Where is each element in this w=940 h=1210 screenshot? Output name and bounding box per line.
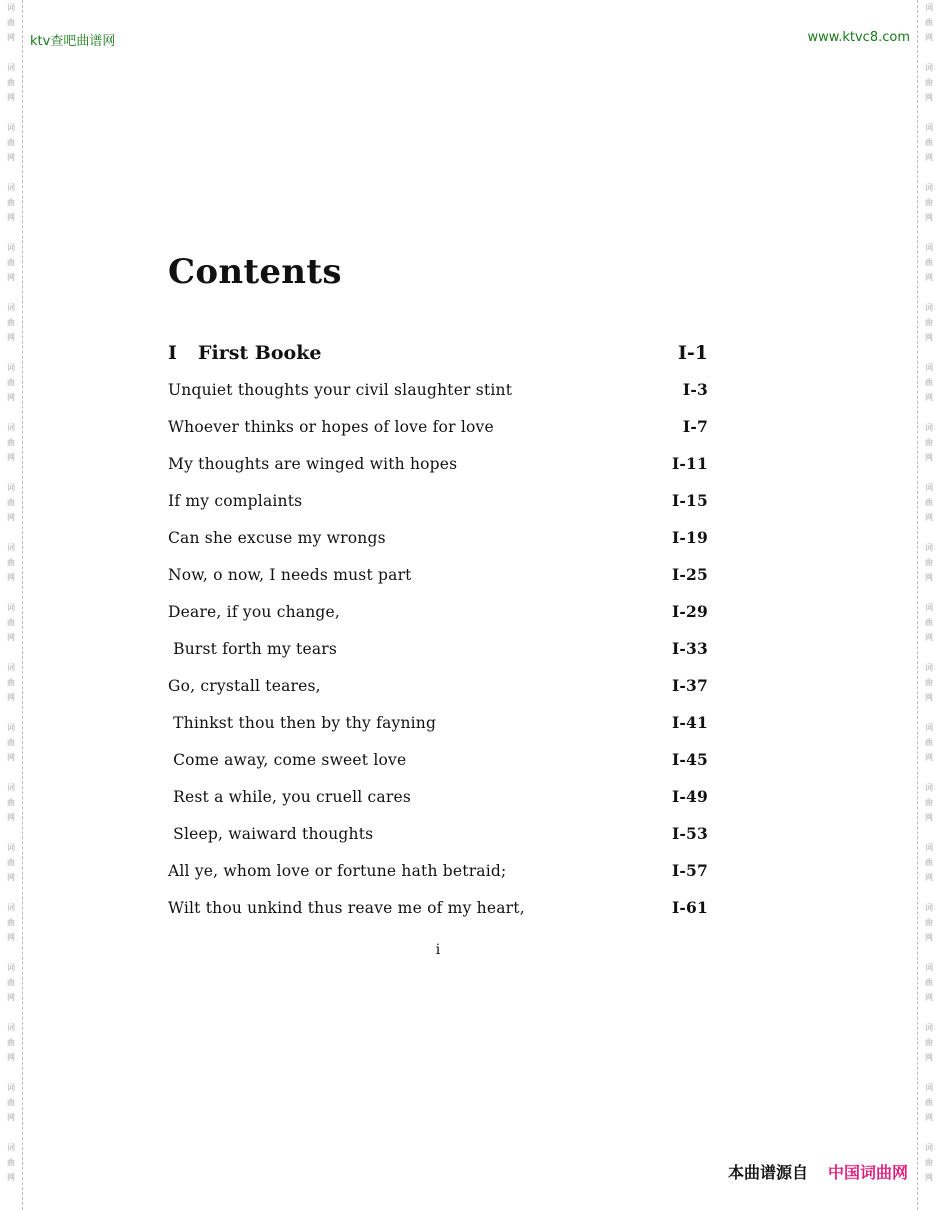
toc-entry-page: I-19 bbox=[671, 528, 708, 547]
toc-entry[interactable] bbox=[168, 639, 708, 676]
watermark-glyph: 词 bbox=[925, 483, 933, 492]
watermark-glyph-group bbox=[7, 960, 15, 1005]
watermark-glyph: 网 bbox=[7, 633, 15, 642]
watermark-glyph: 网 bbox=[7, 213, 15, 222]
watermark-glyph-group bbox=[7, 300, 15, 345]
watermark-glyph: 词 bbox=[925, 723, 933, 732]
watermark-glyph: 词 bbox=[925, 1083, 933, 1092]
watermark-glyph-group bbox=[925, 840, 933, 885]
header-site-url: www.ktvc8.com bbox=[807, 30, 910, 45]
toc-entry[interactable] bbox=[168, 380, 708, 417]
watermark-glyph: 曲 bbox=[7, 1158, 15, 1167]
watermark-glyph: 曲 bbox=[925, 138, 933, 147]
watermark-glyph-group bbox=[925, 0, 933, 45]
watermark-glyph: 曲 bbox=[7, 138, 15, 147]
watermark-glyph: 词 bbox=[925, 363, 933, 372]
watermark-glyph-group bbox=[925, 420, 933, 465]
toc-entry-title: Wilt thou unkind thus reave me of my heart, bbox=[168, 899, 525, 917]
toc-entry-title: Come away, come sweet love bbox=[168, 751, 407, 769]
watermark-glyph: 网 bbox=[7, 873, 15, 882]
watermark-glyph: 网 bbox=[7, 1113, 15, 1122]
watermark-glyph: 网 bbox=[7, 153, 15, 162]
page-number: i bbox=[435, 942, 441, 958]
watermark-glyph: 网 bbox=[925, 153, 933, 162]
watermark-glyph-group bbox=[7, 0, 15, 45]
watermark-glyph-group bbox=[925, 480, 933, 525]
part-page: I-1 bbox=[678, 342, 708, 364]
toc-entry[interactable] bbox=[168, 602, 708, 639]
watermark-glyph: 词 bbox=[925, 303, 933, 312]
watermark-glyph: 词 bbox=[7, 63, 15, 72]
watermark-glyph: 词 bbox=[925, 543, 933, 552]
watermark-glyph: 词 bbox=[925, 963, 933, 972]
watermark-glyph: 网 bbox=[7, 93, 15, 102]
footer-source bbox=[728, 1160, 908, 1183]
toc-entry[interactable] bbox=[168, 528, 708, 565]
toc-entry-page: I-37 bbox=[671, 676, 708, 695]
watermark-glyph: 网 bbox=[7, 1173, 15, 1182]
watermark-glyph: 词 bbox=[925, 1023, 933, 1032]
watermark-glyph-group bbox=[7, 1080, 15, 1125]
watermark-glyph: 网 bbox=[925, 273, 933, 282]
watermark-glyph-group bbox=[925, 240, 933, 285]
footer-source-site: 中国词曲网 bbox=[827, 1163, 908, 1182]
watermark-glyph: 词 bbox=[7, 723, 15, 732]
watermark-glyph: 网 bbox=[7, 1053, 15, 1062]
watermark-glyph: 词 bbox=[925, 3, 933, 12]
toc-entry[interactable] bbox=[168, 713, 708, 750]
toc-entry-page: I-57 bbox=[671, 861, 708, 880]
part-number: I bbox=[168, 342, 177, 364]
watermark-glyph: 网 bbox=[925, 333, 933, 342]
toc-entry[interactable] bbox=[168, 454, 708, 491]
watermark-glyph: 网 bbox=[7, 33, 15, 42]
watermark-glyph: 词 bbox=[925, 423, 933, 432]
watermark-glyph: 曲 bbox=[7, 978, 15, 987]
watermark-glyph: 曲 bbox=[925, 258, 933, 267]
watermark-glyph: 词 bbox=[7, 123, 15, 132]
watermark-glyph-group bbox=[7, 720, 15, 765]
watermark-glyph-group bbox=[7, 540, 15, 585]
watermark-glyph-group bbox=[7, 420, 15, 465]
watermark-glyph: 网 bbox=[925, 93, 933, 102]
toc-entry-page: I-3 bbox=[682, 380, 708, 399]
watermark-glyph: 词 bbox=[7, 1023, 15, 1032]
toc-entry-title: Unquiet thoughts your civil slaughter stint bbox=[168, 381, 513, 399]
watermark-glyph: 词 bbox=[925, 123, 933, 132]
watermark-glyph: 曲 bbox=[7, 78, 15, 87]
watermark-glyph: 曲 bbox=[7, 618, 15, 627]
watermark-glyph: 曲 bbox=[925, 558, 933, 567]
toc-entry-page: I-25 bbox=[671, 565, 708, 584]
watermark-glyph: 网 bbox=[925, 693, 933, 702]
watermark-glyph-group bbox=[7, 1020, 15, 1065]
footer-source-label: 本曲谱源自 bbox=[727, 1163, 808, 1182]
toc-entry-page: I-53 bbox=[671, 824, 708, 843]
watermark-glyph-group bbox=[925, 300, 933, 345]
watermark-glyph: 网 bbox=[7, 513, 15, 522]
toc-list bbox=[168, 380, 708, 935]
toc-entry-page: I-45 bbox=[671, 750, 708, 769]
watermark-glyph: 曲 bbox=[7, 198, 15, 207]
watermark-glyph: 词 bbox=[7, 663, 15, 672]
toc-entry-page: I-7 bbox=[682, 417, 708, 436]
watermark-glyph: 曲 bbox=[925, 438, 933, 447]
watermark-glyph-group bbox=[925, 1080, 933, 1125]
watermark-glyph: 词 bbox=[7, 183, 15, 192]
watermark-glyph: 网 bbox=[925, 993, 933, 1002]
watermark-glyph: 曲 bbox=[7, 1038, 15, 1047]
watermark-glyph: 词 bbox=[7, 303, 15, 312]
watermark-glyph-group bbox=[7, 600, 15, 645]
watermark-glyph: 曲 bbox=[925, 618, 933, 627]
watermark-glyph-group bbox=[925, 120, 933, 165]
watermark-glyph: 曲 bbox=[7, 918, 15, 927]
watermark-glyph: 词 bbox=[7, 363, 15, 372]
watermark-glyph: 曲 bbox=[7, 1098, 15, 1107]
watermark-glyph: 曲 bbox=[7, 438, 15, 447]
watermark-glyph: 曲 bbox=[925, 858, 933, 867]
toc-entry-title: If my complaints bbox=[168, 492, 303, 510]
toc-entry-page: I-61 bbox=[671, 898, 708, 917]
watermark-glyph: 词 bbox=[925, 603, 933, 612]
watermark-glyph: 词 bbox=[7, 483, 15, 492]
toc-entry-page: I-11 bbox=[671, 454, 708, 473]
watermark-glyph: 词 bbox=[7, 3, 15, 12]
watermark-glyph-group bbox=[7, 900, 15, 945]
watermark-glyph: 词 bbox=[7, 1083, 15, 1092]
watermark-glyph: 网 bbox=[7, 333, 15, 342]
toc-entry[interactable] bbox=[168, 417, 708, 454]
watermark-glyph: 词 bbox=[7, 843, 15, 852]
watermark-glyph: 曲 bbox=[925, 798, 933, 807]
watermark-glyph: 词 bbox=[7, 423, 15, 432]
toc-entry-title: Whoever thinks or hopes of love for love bbox=[168, 418, 494, 436]
watermark-glyph: 曲 bbox=[925, 198, 933, 207]
watermark-glyph-group bbox=[7, 240, 15, 285]
toc-entry[interactable] bbox=[168, 565, 708, 602]
toc-part-heading bbox=[168, 342, 708, 364]
watermark-glyph: 网 bbox=[925, 513, 933, 522]
watermark-glyph: 网 bbox=[7, 813, 15, 822]
watermark-glyph: 曲 bbox=[925, 18, 933, 27]
watermark-glyph: 网 bbox=[925, 393, 933, 402]
watermark-glyph: 词 bbox=[7, 603, 15, 612]
watermark-glyph: 词 bbox=[925, 183, 933, 192]
watermark-glyph: 网 bbox=[7, 453, 15, 462]
watermark-glyph: 词 bbox=[925, 663, 933, 672]
toc-entry-title: Burst forth my tears bbox=[168, 640, 338, 658]
toc-entry-title: Now, o now, I needs must part bbox=[168, 566, 412, 584]
watermark-glyph: 词 bbox=[7, 1143, 15, 1152]
watermark-glyph-group bbox=[925, 600, 933, 645]
watermark-glyph: 曲 bbox=[7, 798, 15, 807]
watermark-glyph: 曲 bbox=[7, 558, 15, 567]
watermark-glyph: 曲 bbox=[925, 678, 933, 687]
header-site-name: ktv查吧曲谱网 bbox=[30, 34, 116, 49]
watermark-glyph-group bbox=[7, 360, 15, 405]
watermark-glyph: 曲 bbox=[7, 678, 15, 687]
toc-entry[interactable] bbox=[168, 861, 708, 898]
watermark-glyph: 网 bbox=[7, 393, 15, 402]
watermark-glyph-group bbox=[925, 180, 933, 225]
watermark-glyph: 词 bbox=[925, 243, 933, 252]
watermark-glyph-group bbox=[925, 660, 933, 705]
part-title-group bbox=[168, 342, 321, 364]
watermark-glyph: 网 bbox=[925, 453, 933, 462]
watermark-glyph: 曲 bbox=[925, 78, 933, 87]
toc-entry-title: Thinkst thou then by thy fayning bbox=[168, 714, 437, 732]
part-title: First Booke bbox=[198, 342, 322, 364]
toc-entry-title: All ye, whom love or fortune hath betraid; bbox=[168, 862, 507, 880]
toc-entry-page: I-29 bbox=[671, 602, 708, 621]
watermark-glyph: 词 bbox=[7, 903, 15, 912]
toc-entry-page: I-33 bbox=[671, 639, 708, 658]
watermark-glyph-group bbox=[925, 1140, 933, 1185]
watermark-glyph: 词 bbox=[7, 543, 15, 552]
watermark-glyph: 词 bbox=[925, 63, 933, 72]
toc-entry-title: Go, crystall teares, bbox=[168, 677, 321, 695]
watermark-glyph: 曲 bbox=[925, 318, 933, 327]
watermark-glyph: 网 bbox=[925, 1113, 933, 1122]
watermark-glyph: 网 bbox=[925, 813, 933, 822]
watermark-glyph: 词 bbox=[7, 963, 15, 972]
watermark-glyph-group bbox=[7, 660, 15, 705]
toc-entry-title: Sleep, waiward thoughts bbox=[168, 825, 374, 843]
watermark-glyph: 曲 bbox=[7, 858, 15, 867]
watermark-glyph: 曲 bbox=[7, 258, 15, 267]
watermark-glyph: 曲 bbox=[7, 498, 15, 507]
watermark-glyph: 网 bbox=[925, 1053, 933, 1062]
toc-entry[interactable] bbox=[168, 491, 708, 528]
watermark-glyph: 网 bbox=[925, 633, 933, 642]
watermark-glyph: 曲 bbox=[925, 378, 933, 387]
watermark-glyph: 网 bbox=[925, 33, 933, 42]
toc-entry[interactable] bbox=[168, 898, 708, 935]
watermark-glyph: 网 bbox=[925, 873, 933, 882]
watermark-glyph-group bbox=[925, 780, 933, 825]
watermark-glyph-group bbox=[925, 900, 933, 945]
watermark-glyph: 网 bbox=[925, 933, 933, 942]
watermark-glyph: 词 bbox=[925, 1143, 933, 1152]
toc-entry[interactable] bbox=[168, 824, 708, 861]
watermark-glyph: 词 bbox=[925, 903, 933, 912]
toc-entry-title: Can she excuse my wrongs bbox=[168, 529, 386, 547]
watermark-glyph-group bbox=[7, 780, 15, 825]
watermark-glyph-group bbox=[925, 720, 933, 765]
watermark-glyph: 曲 bbox=[925, 1038, 933, 1047]
watermark-glyph-group bbox=[925, 960, 933, 1005]
watermark-glyph: 曲 bbox=[7, 18, 15, 27]
watermark-glyph: 网 bbox=[925, 1173, 933, 1182]
watermark-glyph: 曲 bbox=[7, 318, 15, 327]
watermark-glyph: 曲 bbox=[925, 1158, 933, 1167]
toc-entry-title: Deare, if you change, bbox=[168, 603, 341, 621]
watermark-glyph-group bbox=[925, 540, 933, 585]
watermark-glyph: 网 bbox=[925, 573, 933, 582]
page-title: Contents bbox=[168, 252, 342, 292]
watermark-glyph-group bbox=[925, 1020, 933, 1065]
watermark-glyph: 网 bbox=[7, 933, 15, 942]
watermark-glyph-group bbox=[925, 60, 933, 105]
watermark-glyph-group bbox=[7, 480, 15, 525]
left-margin-watermark bbox=[0, 0, 23, 1210]
watermark-glyph: 曲 bbox=[925, 1098, 933, 1107]
watermark-glyph: 网 bbox=[7, 693, 15, 702]
watermark-glyph: 曲 bbox=[7, 378, 15, 387]
watermark-glyph-group bbox=[7, 1140, 15, 1185]
watermark-glyph: 网 bbox=[7, 573, 15, 582]
watermark-glyph-group bbox=[7, 180, 15, 225]
watermark-glyph: 网 bbox=[925, 213, 933, 222]
toc-entry-title: Rest a while, you cruell cares bbox=[168, 788, 411, 806]
toc-entry[interactable] bbox=[168, 676, 708, 713]
toc-entry-page: I-41 bbox=[671, 713, 708, 732]
watermark-glyph: 词 bbox=[925, 783, 933, 792]
watermark-glyph: 曲 bbox=[925, 738, 933, 747]
watermark-glyph-group bbox=[7, 840, 15, 885]
toc-entry-page: I-15 bbox=[671, 491, 708, 510]
toc-entry-page: I-49 bbox=[671, 787, 708, 806]
watermark-glyph: 曲 bbox=[925, 978, 933, 987]
watermark-glyph-group bbox=[925, 360, 933, 405]
toc-entry-title: My thoughts are winged with hopes bbox=[168, 455, 458, 473]
watermark-glyph: 曲 bbox=[7, 738, 15, 747]
watermark-glyph: 词 bbox=[925, 843, 933, 852]
watermark-glyph: 网 bbox=[7, 993, 15, 1002]
watermark-glyph: 曲 bbox=[925, 918, 933, 927]
watermark-glyph-group bbox=[7, 120, 15, 165]
watermark-glyph: 网 bbox=[7, 753, 15, 762]
toc-entry[interactable] bbox=[168, 787, 708, 824]
toc-entry[interactable] bbox=[168, 750, 708, 787]
right-margin-watermark bbox=[917, 0, 940, 1210]
watermark-glyph: 词 bbox=[7, 243, 15, 252]
watermark-glyph: 网 bbox=[7, 273, 15, 282]
watermark-glyph-group bbox=[7, 60, 15, 105]
watermark-glyph: 曲 bbox=[925, 498, 933, 507]
watermark-glyph: 网 bbox=[925, 753, 933, 762]
watermark-glyph: 词 bbox=[7, 783, 15, 792]
